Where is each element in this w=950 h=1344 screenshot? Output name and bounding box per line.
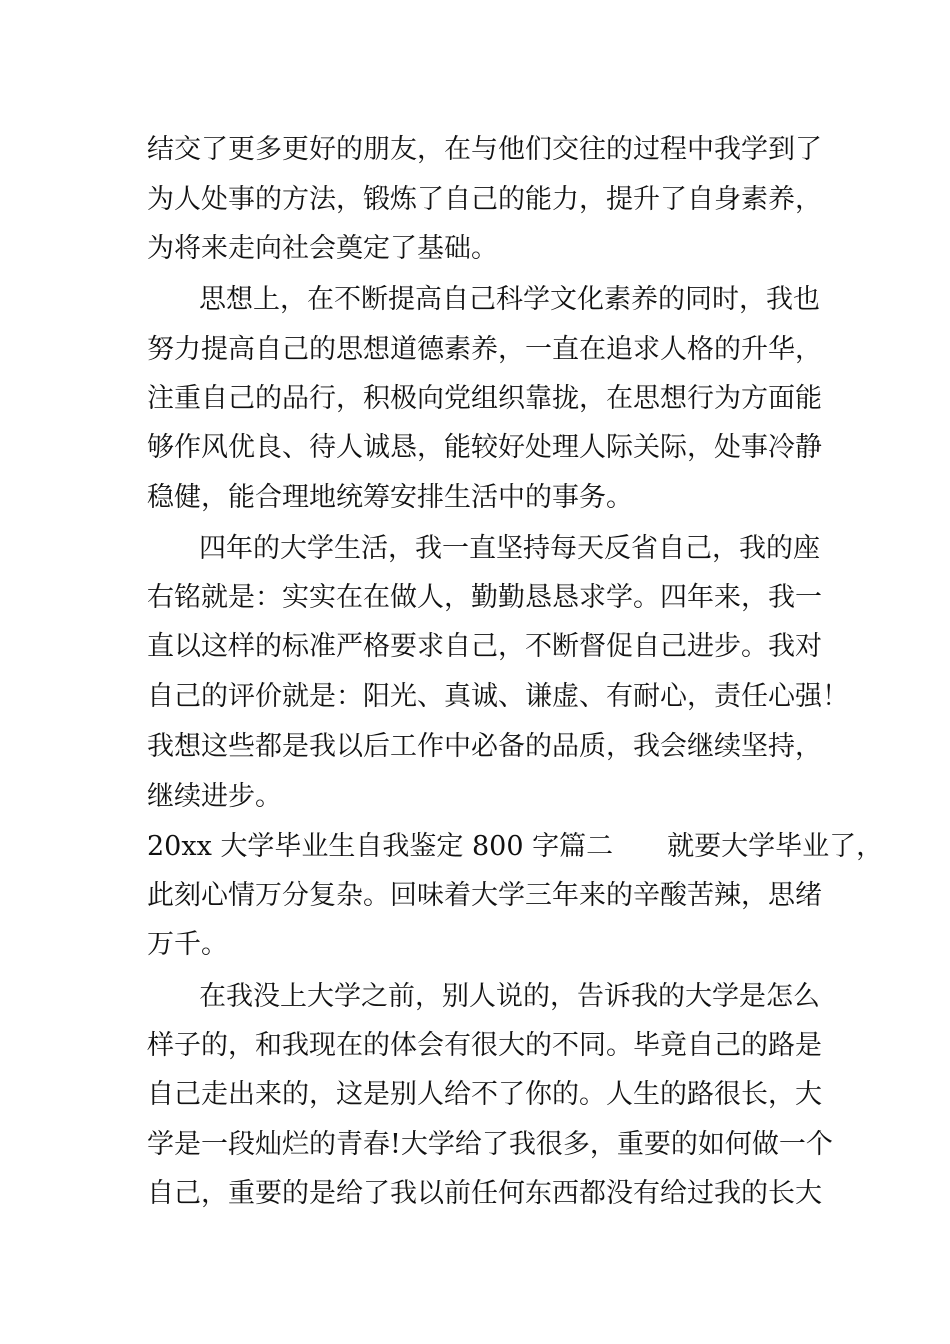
paragraph-first-line: 思想上，在不断提高自己科学文化素养的同时，我也 xyxy=(199,284,820,315)
text-line: 此刻心情万分复杂。回味着大学三年来的辛酸苦辣，思绪 xyxy=(147,880,822,911)
text-line: 稳健，能合理地统筹安排生活中的事务。 xyxy=(147,482,633,513)
text-line: 自己的评价就是：阳光、真诚、谦虚、有耐心，责任心强！ xyxy=(147,681,849,712)
text-line: 为将来走向社会奠定了基础。 xyxy=(147,233,498,264)
text-line: 注重自己的品行，积极向党组织靠拢，在思想行为方面能 xyxy=(147,383,822,414)
paragraph-first-line: 在我没上大学之前，别人说的，告诉我的大学是怎么 xyxy=(199,981,820,1012)
text-line: 我想这些都是我以后工作中必备的品质，我会继续坚持， xyxy=(147,731,822,762)
text-line: 够作风优良、待人诚恳，能较好处理人际关际，处事冷静 xyxy=(147,432,822,463)
text-line: 继续进步。 xyxy=(147,781,282,812)
text-line: 自己，重要的是给了我以前任何东西都没有给过我的长大 xyxy=(147,1178,822,1209)
text-line: 直以这样的标准严格要求自己，不断督促自己进步。我对 xyxy=(147,631,822,662)
section-heading-line: 20xx 大学毕业生自我鉴定 800 字篇二 就要大学毕业了， xyxy=(147,831,884,862)
text-line: 学是一段灿烂的青春!大学给了我很多，重要的如何做一个 xyxy=(147,1129,833,1160)
text-line: 右铭就是：实实在在做人，勤勤恳恳求学。四年来，我一 xyxy=(147,582,822,613)
text-line: 结交了更多更好的朋友，在与他们交往的过程中我学到了 xyxy=(147,134,822,165)
text-line: 努力提高自己的思想道德素养，一直在追求人格的升华， xyxy=(147,334,822,365)
text-line: 为人处事的方法，锻炼了自己的能力，提升了自身素养， xyxy=(147,184,822,215)
text-line: 样子的，和我现在的体会有很大的不同。毕竟自己的路是 xyxy=(147,1030,822,1061)
text-line: 万千。 xyxy=(147,929,228,960)
text-line: 自己走出来的，这是别人给不了你的。人生的路很长，大 xyxy=(147,1079,822,1110)
paragraph-first-line: 四年的大学生活，我一直坚持每天反省自己，我的座 xyxy=(199,533,820,564)
